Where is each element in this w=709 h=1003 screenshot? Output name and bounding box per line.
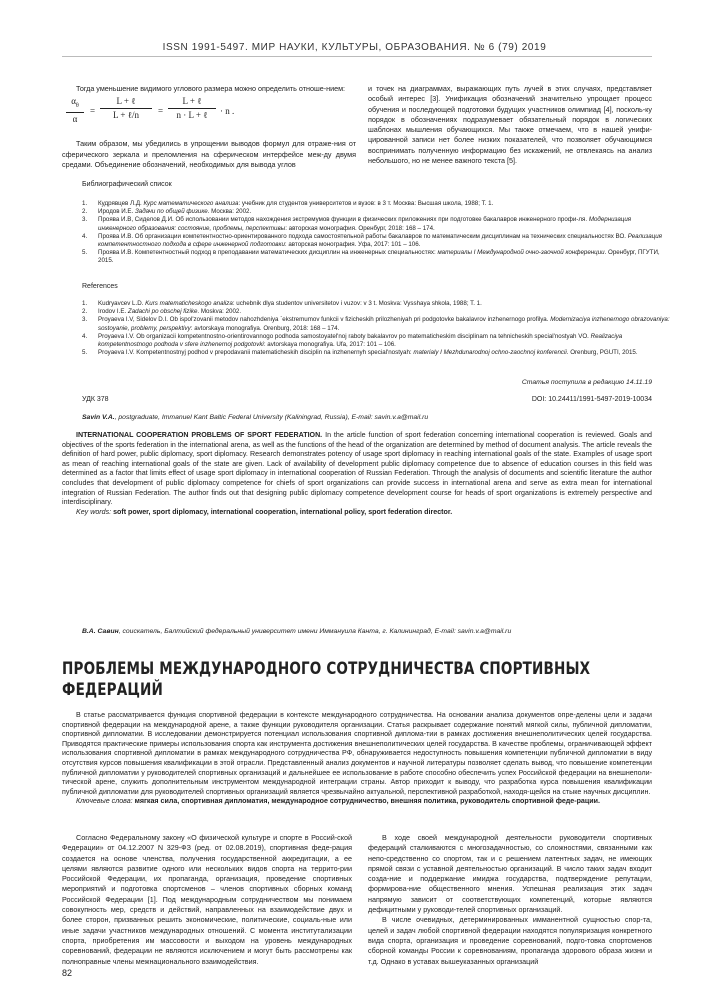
item-authors: Proyaeva I.V. Ob organizacii kompetentnostno-orientirovannogo podhoda samostoyatel'noj raboty bakalavrov po matematicheskim disciplinam na tehnicheskih special'nostyah VO. [98, 332, 591, 340]
bibliography-list [82, 200, 670, 266]
item-details: . Orenburg, PGUTI, 2015. [566, 349, 638, 357]
formula-eq1: = [90, 106, 96, 117]
item-number: 3. [82, 216, 88, 224]
item-details: : авторская монография. Оренбург, 2018: 168 – 174. [285, 224, 435, 232]
article-title: ПРОБЛЕМЫ МЕЖДУНАРОДНОГО СОТРУДНИЧЕСТВА СПОРТИВНЫХ ФЕДЕРАЦИЙ [62, 659, 591, 699]
keywords-ru: мягкая сила, спортивная дипломатия, международное сотрудничество, внешняя политика, руководитель спортивной феде-рации. [134, 797, 600, 806]
formula-num2: L + ℓ [168, 96, 216, 108]
item-number: 1. [82, 300, 88, 307]
item-title: Zadachi po obschej fizike [127, 308, 198, 316]
right-paragraph: и точек на диаграммах, выражающих путь лучей в этих случаях, представляет особый интерес [3]. Унификация обозначений значительно упрощает процесс обучения и последующей подготовки будущих участников олимпиад [4], посколь-ку порядок в обозначениях подразумевает обязательный порядок в логических шаблонах мышления обучающихся. Мы также отмечаем, что в нашей унифи-цированной записи нет более низких показателей, что позволяет обучающимся воспринимать полученную информацию без искажений, не отвлекаясь на анализ небольшого, но не менее важного текста [5]. [368, 84, 652, 166]
author-en [82, 414, 652, 421]
item-title: Курс математического анализа [143, 200, 239, 207]
item-number: 5. [82, 249, 88, 257]
author-ru-name: В.А. Савин [82, 628, 119, 635]
item-title: Realizaciya kompetentnostnogo podhoda v sfere inzhenernoj podgotovki [98, 332, 623, 349]
header-rule [62, 56, 652, 57]
item-authors: Irodov I.E. [98, 308, 128, 316]
item-details: : uchebnik dlya studentov universitetov i vuzov: v 3 t. Moskva: Vysshaya shkola, 1988; T. 1. [232, 300, 482, 307]
item-text [98, 349, 670, 357]
item-number: 5. [82, 349, 88, 357]
bibliography-item [82, 249, 670, 265]
item-number: 3. [82, 316, 88, 324]
formula-alpha-theta: α [71, 96, 76, 107]
item-details: . Moskva: 2002. [197, 308, 242, 316]
reference-item [82, 349, 670, 357]
item-text [98, 208, 670, 216]
item-title: materialy I Mezhdunarodnoj ochno-zaochnoj konferencii [413, 349, 567, 357]
item-authors: Proyaeva I.V. Kompetentnostnyj podhod v prepodavanii matematicheskih disciplin na inzhenernyh special'nostyah: [98, 349, 414, 357]
reference-item [82, 308, 670, 316]
author-ru [82, 628, 652, 635]
item-title: Задачи по общей физике [134, 208, 208, 216]
author-ru-affiliation: , соискатель, Балтийский федеральный университет имени Иммануила Канта, г. Калининград, E-mail: savin.v.a@mail.ru [118, 628, 512, 635]
abstract-en-text: In the article function of sport federation concerning international cooperation is reviewed. Goals and objectives of the sports federation in the international arena, as well as the functions of the head of the organization are determined by method of document analysis. The article reveals the definition of hard power, public diplomacy, sport diplomacy. Research demonstrates potency of usage sport diplomacy in reaching international goals of the state. Examples of usage sport as mean of reaching international goals of the state are given. Lack of availability of development public diplomacy competence due to absence of education courses in this field was determined as a factor that limits effect of usage sport diplomacy in international cooperation of Russian Federation. Through the analysis of documents and scientific literature the author concludes that development of public diplomacy competence for chiefs of sport organizations can provide success in international arena and serve as extra mean for international integration of Russian Federation. The author finds out that designing public diplomacy competence development course for heads of sport organizations is extremely perspective and interdisciplinary. [62, 431, 653, 507]
item-text [98, 249, 670, 265]
abstract-en [62, 431, 652, 517]
item-number: 4. [82, 232, 88, 240]
item-details: . Москва: 2002. [207, 208, 252, 216]
item-number: 1. [82, 200, 88, 207]
item-authors: Проява И.В. Компетентностный подход в преподавании математических дисциплин на инженерных специальностях: [98, 249, 438, 257]
body-left-column [62, 833, 352, 967]
item-number: 4. [82, 332, 88, 340]
bibliography-item [82, 200, 670, 208]
bibliography-item [82, 233, 670, 249]
abstract-ru [62, 711, 652, 807]
right-top-column [368, 84, 652, 166]
left-top-column [62, 84, 356, 170]
author-en-name: Savin V.A. [82, 414, 115, 421]
formula-alpha: α [72, 114, 78, 125]
item-details: : avtorskaya monografiya. Ufa, 2017: 101 – 106. [263, 341, 396, 349]
formula-eq2: = [158, 106, 164, 117]
item-text [98, 333, 670, 349]
item-text [98, 216, 670, 232]
conclusion-paragraph: Таким образом, мы убедились в упрощении выводов формул для отраже-ния от сферического зеркала и преломления на сферическом интерфейсе меж-ду двумя средами. Объединение обозначений, необходимых для вывода углов [62, 139, 356, 169]
formula-lhs [66, 96, 84, 124]
item-text [98, 316, 670, 332]
keywords-ru-label: Ключевые слова: [76, 797, 133, 806]
item-authors: Проява И.В, Сиделов Д.И. Об использовании методов нахождения экстремумов функции в физических приложениях при подготовке бакалавров инженерного профи-ля. [98, 216, 589, 224]
running-header: ISSN 1991-5497. МИР НАУКИ, КУЛЬТУРЫ, ОБРАЗОВАНИЯ. № 6 (79) 2019 [162, 42, 547, 53]
formula-den1: L + ℓ/n [112, 109, 140, 120]
udk: УДК 378 [82, 396, 109, 403]
item-details: : avtorskaya monografiya. Orenburg, 2018: 168 – 174. [190, 324, 340, 332]
item-title: Kurs matematicheskogo analiza [145, 300, 233, 307]
body-right-paragraph-1: В ходе своей международной деятельности руководители спортивных федераций сталкиваются с многозадачностью, со сложностями, связанными как непо-средственно со спортом, так и с решением латентных задач, не имеющих прямой связи с уставной деятельностью организаций. В число таких задач входит созда-ние и поддержание имиджа государства, подтверждение репутации, формирова-ние общественного мнения. Успешная реализация этих задач напрямую зависит от соответствующих компетенций, которые являются дефицитными у руководи-телей спортивных организаций. [368, 833, 652, 915]
bibliography-item [82, 208, 670, 216]
title-en: INTERNATIONAL COOPERATION PROBLEMS OF SPORT FEDERATION. [76, 431, 323, 439]
references-title: References [82, 283, 118, 290]
body-right-column [368, 833, 652, 967]
item-text [98, 300, 670, 308]
item-title: материалы I Международной очно-заочной конференции [437, 249, 605, 257]
item-title: Модернизация инженерного образования: состояние, проблемы, перспективы [98, 216, 632, 232]
formula-den2: n · L + ℓ [176, 109, 208, 120]
item-details: : авторская монография. Уфа, 2017: 101 – 106. [284, 241, 421, 249]
page-number: 82 [62, 968, 73, 978]
keywords-en-label: Key words: [76, 507, 112, 516]
item-authors: Иродов И.Е. [98, 208, 135, 216]
body-right-paragraph-2: В числе очевидных, детерминированных имманентной сущностью спор-та, целей и задач любой спортивной федерации находятся популяризация конкретного вида спорта, организация и проведение соревнований, подго-товка спортсменов сборной команды России к соревнованиям, пропаганда здорового образа жизни и т.д. Однако в уставах вышеуказанных организаций [368, 915, 652, 966]
doi: DOI: 10.24411/1991-5497-2019-10034 [531, 396, 652, 403]
formula-tail: · n . [220, 106, 235, 117]
reference-item [82, 300, 670, 308]
formula-frac2 [168, 96, 216, 120]
formula-num1: L + ℓ [100, 96, 152, 108]
abstract-ru-text: В статье рассматривается функция спортивной федерации в контексте международного сотрудничества. На основании анализа документов опре-делены цели и задачи спортивной федерации на международной арене, а также функции руководителя организации. Статья раскрывает содержание понятий мягкой силы, публичной дипломатии, спортивной дипломатии. В исследовании демонстрируется потенциал использования спортивной диплома-тии в рамках достижения внешнеполитических целей государства. Приводятся практические примеры использования спорта как инструмента достижения внешнеполитических целей государства. В качестве проблемы, ограничивающей эффект использования спортивной дипломатии в рамках международного сотрудничества РФ, обнаруживается недоступность повышения компетенции публичной дипломатии в виду отсутствия курсов повышения квалификации в этой отрасли. Представленный анализ документов и научной литературы позволяет сделать вывод, что повышение компетенции публичной дипломатии у руководителей спортивных организаций и дальнейшее ее использование в работе способно обеспечить успех Российской федерации на внешнепoли-тической арене, служить дополнительным инструментом международной интеграции страны. Автор приходит к выводу, что разработка курса повышения квалификации публичной дипломатии для руководителей спортивных организаций является чрезвычайно актуальной, перспективной разработкой, находя-щейся на стыке научных дисциплин. [62, 711, 652, 796]
item-details: : учебник для студентов университетов и вузов: в 3 т. Москва: Высшая школа, 1988; Т. 1. [238, 200, 494, 207]
item-text [98, 200, 670, 208]
body-left-paragraph: Согласно Федеральному закону «О физической культуре и спорте в Россий-ской Федерации» от 04.12.2007 N 329-ФЗ (ред. от 02.08.2019), спортивная феде-рация создается на основе членства, получения государственной аккредитации, а ее целями являются развитие одного или нескольких видов спорта на террито-рии Российской Федерации, их пропаганда, организация, проведение спортивных мероприятий и подготовка спортсменов – членов спортивных сборных команд Российской Федерации [1]. Под международным сотрудничеством мы понимаем совокупность мер, средств и действий, направленных на взаимодействие двух и более сторон, призванных решить экономические, политические, социаль-ные или иные задачи участников международных отношений. С момента институтализации спорта, приобретения им массовости и выходом на уровень международных соревнований, федерации не являются исключением и могут быть рассмотрены как полноправные члены межнационального взаимодействия. [62, 833, 352, 966]
keywords-en: soft power, sport diplomacy, international cooperation, international policy, sport federation director. [113, 507, 453, 516]
item-number: 2. [82, 208, 88, 216]
reference-item [82, 316, 670, 332]
item-title: Реализация компетентностного подхода в сфере инженерной подготовки [98, 232, 662, 249]
formula [62, 96, 356, 134]
item-title: Modernizaciya inzhenernogo obrazovaniya: sostoyanie, problemy, perspektivy [98, 316, 670, 332]
formula-sub: θ [75, 103, 79, 110]
item-text [98, 233, 670, 249]
intro-paragraph: Тогда уменьшение видимого углового размера можно определить отноше-нием: [76, 84, 346, 93]
bibliography-item [82, 216, 670, 232]
formula-frac1 [100, 96, 152, 120]
reference-item [82, 333, 670, 349]
bibliography-title: Библиографический список [82, 181, 172, 188]
author-en-affiliation: , postgraduate, Immanuel Kant Baltic Federal University (Kaliningrad, Russia), E-mail: savin.v.a@mail.ru [114, 414, 429, 421]
item-details: . Оренбург, ПГУТИ, 2015. [98, 249, 660, 265]
item-number: 2. [82, 308, 88, 316]
item-authors: Proyaeva I.V, Sidelov D.I. Ob ispol'zovanii metodov nahozhdeniya `ekstremumov funkcii v fizicheskih prilozheniyah pri podgotovke bakalavrov inzhenernogo profilya. [98, 316, 551, 324]
received-date: Статья поступила в редакцию 14.11.19 [521, 379, 652, 386]
item-authors: Кудрявцев Л.Д. [98, 200, 144, 207]
item-text [98, 308, 670, 316]
item-authors: Проява И.В. Об организации компетентностно-ориентированного подхода самостоятельной работы бакалавров по математическим дисциплинам на технических специальностях ВО. [98, 232, 628, 240]
item-authors: Kudryavcev L.D. [98, 300, 146, 307]
references-list [82, 300, 670, 357]
